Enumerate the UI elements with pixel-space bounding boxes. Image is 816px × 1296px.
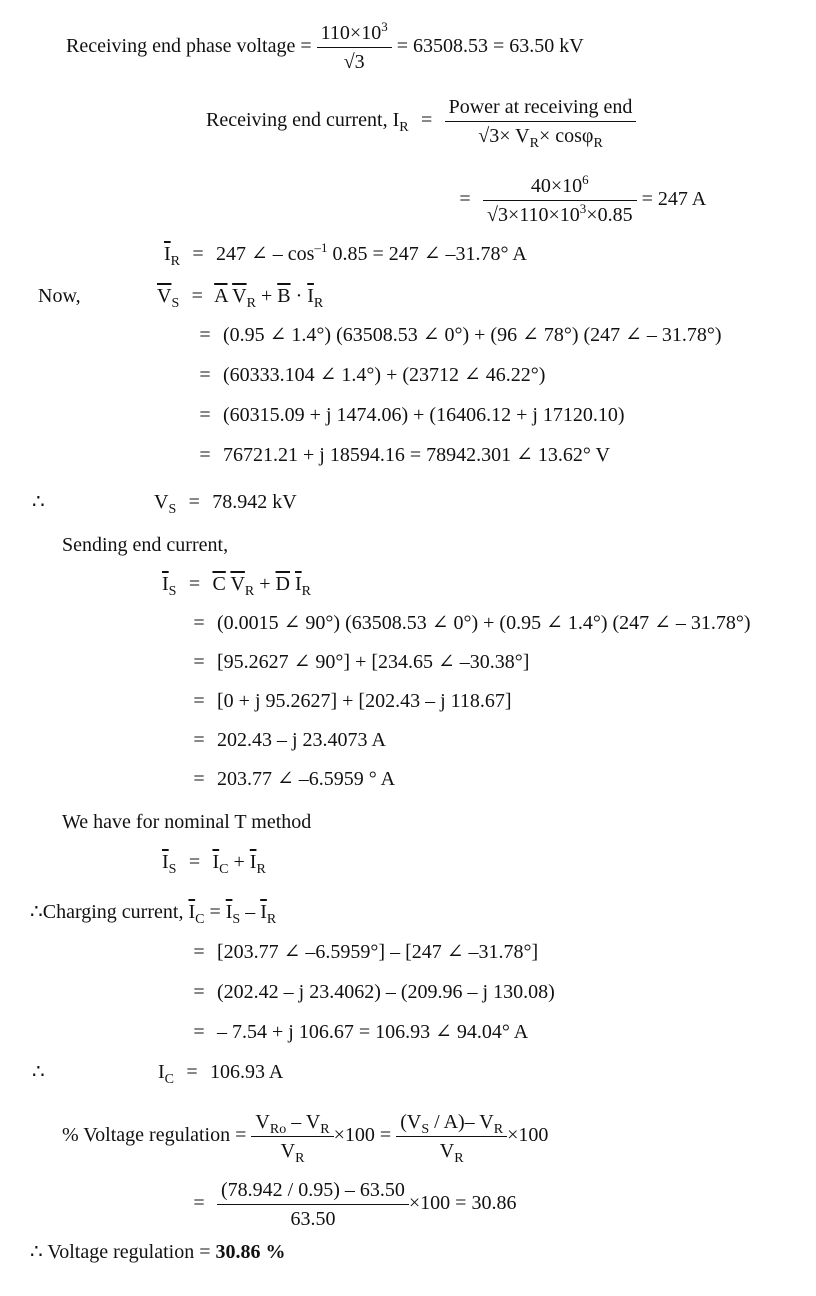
denominator: $√3\times 110\times 10^3\times 0.85$ — [487, 201, 633, 226]
final-value: 30.86 % — [215, 1241, 286, 1263]
is-sum-line: $\overline{I}_S = \overline{I}_C + \overline{I}_R$ — [162, 851, 266, 877]
denominator: √3 — [343, 51, 365, 73]
label: Receiving end current, $I_R$ — [206, 109, 409, 136]
equals-sign: = — [459, 188, 471, 211]
fraction: $\frac{(V_S / A)- V_R}{V_R}$ — [396, 1110, 507, 1163]
receiving-end-current-line — [206, 95, 636, 151]
is-step-2: = [95.2627 ∠ 90°] + [234.65 ∠ –30.38°] — [193, 651, 530, 673]
nominal-t-heading: We have for nominal T method — [62, 811, 312, 833]
vs-step-1: = (0.95 ∠ 1.4°) (63508.53 ∠ 0°) + (96 ∠ 78°) (247 ∠ – 31.78°) — [199, 324, 722, 346]
is-step-5: = 203.77 ∠ –6.5959 ° A — [193, 768, 396, 790]
ir-phasor-line: $\overline{I}_R = 247$ ∠ – $\cos^{-1} 0.85 = 247$ ∠ –31.78° A — [164, 240, 527, 269]
is-step-4: = 202.43 – j 23.4073 A — [193, 729, 386, 751]
equals-sign: = — [192, 243, 204, 265]
numerator: Power at receiving end — [445, 95, 637, 122]
now-label: Now, — [38, 285, 81, 307]
fraction: $\frac{(78.942 / 0.95) - 63.50}{63.50}$ — [217, 1178, 409, 1231]
voltage-regulation-formula-line: % Voltage regulation = $\frac{V_{Ro} - V_R}{V_R}$ ×100 = $\frac{(V_S / A)- V_R}{V_R}$ ×100 — [62, 1111, 549, 1166]
expr-result: 0.85 = 247 ∠ –31.78° A — [332, 243, 527, 265]
fraction — [445, 95, 637, 151]
fraction — [317, 21, 392, 74]
vs-step-4: = 76721.21 + j 18594.16 = 78942.301 ∠ 13.62° V — [199, 444, 610, 466]
receiving-end-phase-voltage-line — [66, 21, 584, 74]
current-value-line — [452, 174, 706, 227]
expr: 247 ∠ – cos — [216, 243, 315, 265]
therefore-symbol: ∴ — [32, 1061, 45, 1083]
vs-step-2: = (60333.104 ∠ 1.4°) + (23712 ∠ 46.22°) — [199, 364, 546, 386]
denominator: $√3\times V_R\times \cos\varphi_R$ — [478, 125, 603, 151]
result: = 247 A — [641, 188, 707, 211]
voltage-regulation-conclusion: ∴ Voltage regulation = 30.86 % — [30, 1241, 286, 1263]
exponent: 3 — [381, 19, 388, 34]
sending-end-current-heading: Sending end current, — [62, 534, 229, 556]
fraction: $\frac{V_{Ro} - V_R}{V_R}$ — [251, 1110, 333, 1163]
vs-formula-line: $\overline{V}_S = \overline{A}$ $\overline{V}_R + \overline{B} \cdot \overline{I}_R$ — [157, 285, 324, 311]
is-step-1: = (0.0015 ∠ 90°) (63508.53 ∠ 0°) + (0.95 ∠ 1.4°) (247 ∠ – 31.78°) — [193, 612, 751, 634]
equals-sign: = — [420, 109, 433, 132]
result: = 63508.53 = 63.50 kV — [396, 35, 584, 58]
is-formula-line: $\overline{I}_S = \overline{C}$ $\overline{V}_R + \overline{D}$ $\overline{I}_R$ — [162, 573, 311, 599]
ic-step-1: = [203.77 ∠ –6.5959°] – [247 ∠ –31.78°] — [193, 941, 539, 963]
ic-magnitude-line: $I_C = 106.93$ A — [158, 1061, 284, 1087]
numerator: 110×10 — [320, 22, 382, 44]
symbol: $\overline{I}$ — [164, 243, 171, 265]
equals-sign: = — [191, 285, 203, 307]
ic-step-2: = (202.42 – j 23.4062) – (209.96 – j 130.08) — [193, 981, 555, 1003]
fraction — [483, 174, 637, 227]
label: Receiving end phase voltage = — [66, 35, 312, 58]
therefore-symbol: ∴ — [32, 491, 45, 513]
vs-magnitude-line: $V_S = 78.942$ kV — [154, 491, 297, 517]
vs-step-3: = (60315.09 + j 1474.06) + (16406.12 + j 17120.10) — [199, 404, 625, 426]
voltage-regulation-value-line: = $\frac{(78.942 / 0.95) - 63.50}{63.50}$ ×100 = 30.86 — [193, 1179, 517, 1230]
ic-step-3: = – 7.54 + j 106.67 = 106.93 ∠ 94.04° A — [193, 1021, 529, 1043]
numerator: $40\times 10^6$ — [483, 174, 637, 201]
charging-current-line: ∴Charging current, $\overline{I}_C = \overline{I}_S - \overline{I}_R$ — [30, 901, 277, 927]
is-step-3: = [0 + j 95.2627] + [202.43 – j 118.67] — [193, 690, 512, 712]
